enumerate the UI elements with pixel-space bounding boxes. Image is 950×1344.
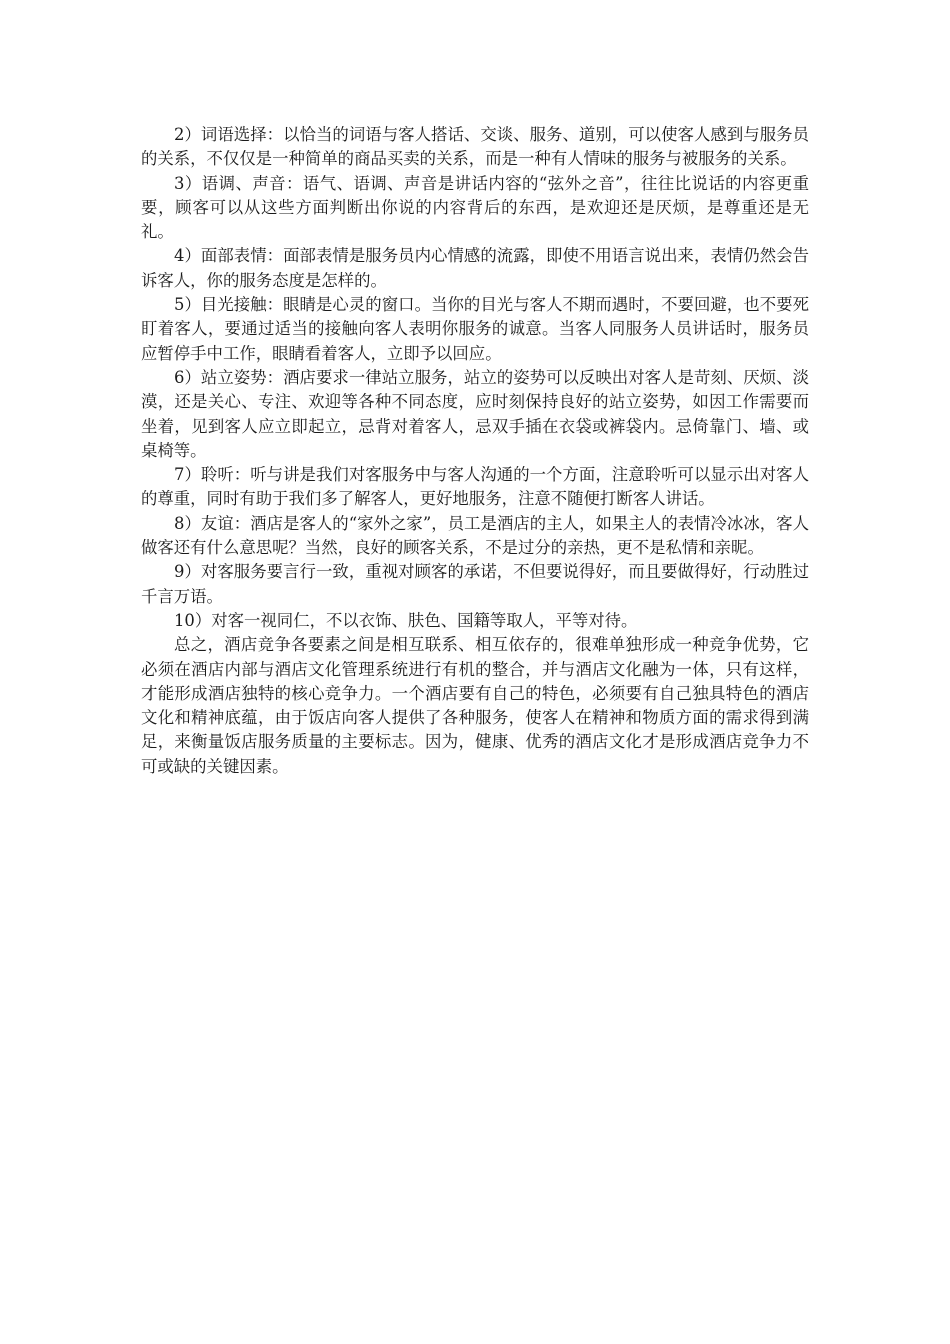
paragraph-eye-contact: 5）目光接触：眼睛是心灵的窗口。当你的目光与客人不期而遇时，不要回避，也不要死盯着客人，要通过适当的接触向客人表明你服务的诚意。当客人同服务人员讲话时，服务员应暂停手中工作，眼睛看着客人，立即予以回应。 [141, 295, 809, 363]
paragraph-listening: 7）聆听：听与讲是我们对客服务中与客人沟通的一个方面，注意聆听可以显示出对客人的尊重，同时有助于我们多了解客人，更好地服务，注意不随便打断客人讲话。 [141, 465, 809, 509]
paragraph-equal-treatment: 10）对客一视同仁，不以衣饰、肤色、国籍等取人，平等对待。 [174, 610, 638, 630]
paragraph-word-choice: 2）词语选择：以恰当的词语与客人搭话、交谈、服务、道别，可以使客人感到与服务员的关系，不仅仅是一种简单的商品买卖的关系，而是一种有人情味的服务与被服务的关系。 [141, 125, 809, 169]
paragraph-facial-expression: 4）面部表情：面部表情是服务员内心情感的流露，即使不用语言说出来，表情仍然会告诉客人，你的服务态度是怎样的。 [141, 246, 809, 290]
paragraph-tone-voice: 3）语调、声音：语气、语调、声音是讲话内容的“弦外之音”，往往比说话的内容更重要，顾客可以从这些方面判断出你说的内容背后的东西，是欢迎还是厌烦，是尊重还是无礼。 [141, 173, 809, 242]
paragraph-conclusion: 总之，酒店竞争各要素之间是相互联系、相互依存的，很难单独形成一种竞争优势，它必须在酒店内部与酒店文化管理系统进行有机的整合，并与酒店文化融为一体，只有这样，才能形成酒店独特的核心竞争力。一个酒店要有自己的特色，必须要有自己独具特色的酒店文化和精神底蕴，由于饭店向客人提供了各种服务，使客人在精神和物质方面的需求得到满足，来衡量饭店服务质量的主要标志。因为，健康、优秀的酒店文化才是形成酒店竞争力不可或缺的关键因素。 [141, 635, 809, 776]
paragraph-consistency: 9）对客服务要言行一致，重视对顾客的承诺，不但要说得好，而且要做得好，行动胜过千言万语。 [141, 562, 809, 606]
document-body [141, 123, 809, 779]
paragraph-standing-posture: 6）站立姿势：酒店要求一律站立服务，站立的姿势可以反映出对客人是苛刻、厌烦、淡漠，还是关心、专注、欢迎等各种不同态度，应时刻保持良好的站立姿势，如因工作需要而坐着，见到客人应立即起立，忌背对着客人，忌双手插在衣袋或裤袋内。忌倚靠门、墙、或桌椅等。 [141, 367, 809, 460]
paragraph-friendship: 8）友谊：酒店是客人的“家外之家”，员工是酒店的主人，如果主人的表情冷冰冰，客人做客还有什么意思呢？当然，良好的顾客关系，不是过分的亲热，更不是私情和亲昵。 [141, 513, 809, 558]
